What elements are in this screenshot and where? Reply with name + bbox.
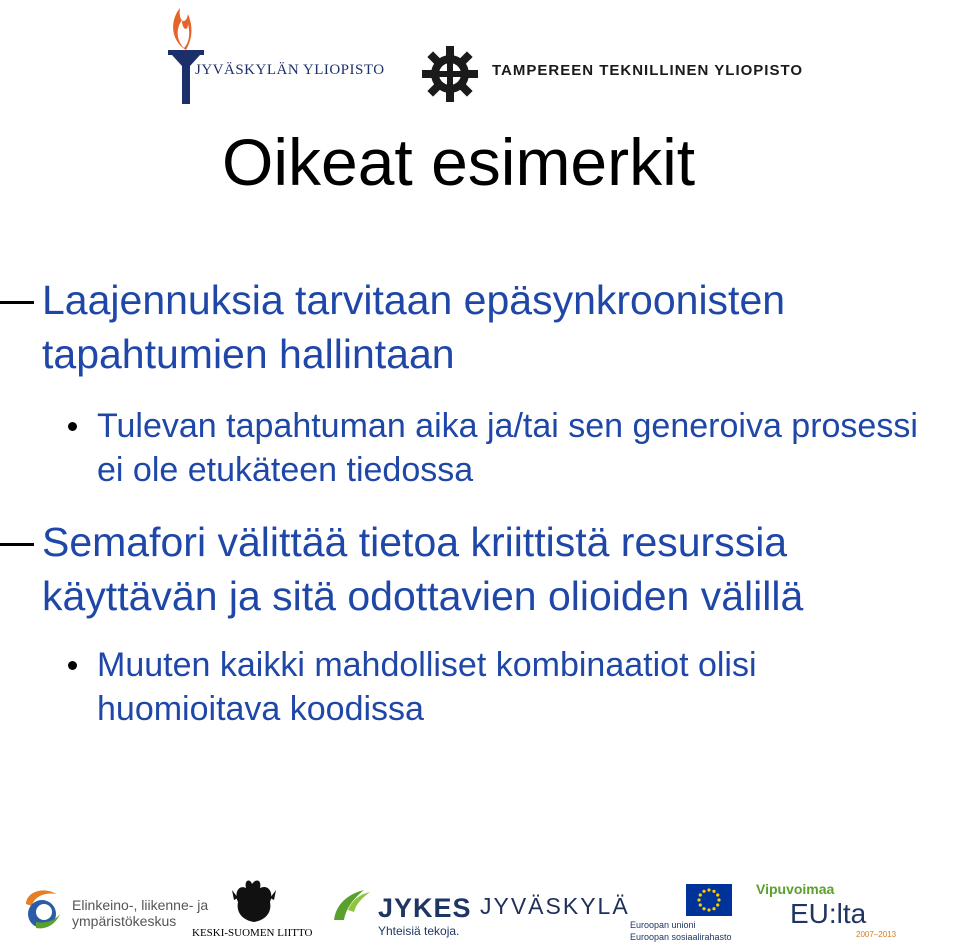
jyvaskyla-city-name: JYVÄSKYLÄ bbox=[480, 893, 630, 919]
ely-keskus-logo-icon bbox=[22, 884, 64, 932]
ely-line1: Elinkeino-, liikenne- ja bbox=[72, 897, 209, 913]
vipuvoimaa-title: Vipuvoimaa bbox=[756, 881, 835, 897]
keski-suomen-liitto-name: KESKI-SUOMEN LIITTO bbox=[192, 927, 313, 939]
bullet-level2-item: Muuten kaikki mahdolliset kombinaatiot olisi huomioitava koodissa bbox=[97, 646, 757, 728]
eu-esr-name bbox=[630, 919, 732, 943]
vipuvoimaa-eu-text: EU:lta bbox=[790, 898, 867, 929]
round-bullet-icon bbox=[68, 661, 77, 670]
dash-bullet-icon bbox=[0, 301, 34, 304]
jykes-tagline: Yhteisiä tekoja. bbox=[378, 924, 460, 938]
tampereen-teknillinen-yliopisto-name: TAMPEREEN TEKNILLINEN YLIOPISTO bbox=[492, 62, 804, 79]
jyvaskylan-yliopisto-logo-icon bbox=[158, 2, 398, 106]
round-bullet-icon bbox=[68, 422, 77, 431]
tampereen-teknillinen-yliopisto-gear-icon bbox=[420, 44, 480, 104]
jyvaskylan-yliopisto-name: JYVÄSKYLÄN YLIOPISTO bbox=[195, 62, 385, 78]
slide-title: Oikeat esimerkit bbox=[222, 125, 696, 199]
jykes-name: JYKES bbox=[378, 893, 472, 923]
bullet-level1-item: Semafori välittää tietoa kriittistä resurssia käyttävän ja sitä odottavien olioiden välillä bbox=[42, 519, 804, 619]
keski-suomen-liitto-capercaillie-icon bbox=[228, 876, 280, 924]
bullet-level1-item: Laajennuksia tarvitaan epäsynkroonisten tapahtumien hallintaan bbox=[42, 277, 786, 377]
eu-line1: Euroopan unioni bbox=[630, 920, 696, 930]
jykes-logo-icon bbox=[330, 880, 374, 924]
eu-flag-icon bbox=[686, 884, 732, 916]
bullet-level2-item: Tulevan tapahtuman aika ja/tai sen generoiva prosessi ei ole etukäteen tiedossa bbox=[97, 407, 918, 489]
eu-line2: Euroopan sosiaalirahasto bbox=[630, 932, 732, 942]
ely-keskus-name bbox=[72, 897, 208, 929]
ely-line2: ympäristökeskus bbox=[72, 913, 177, 929]
vipuvoimaa-years: 2007–2013 bbox=[856, 930, 897, 939]
dash-bullet-icon bbox=[0, 543, 34, 546]
